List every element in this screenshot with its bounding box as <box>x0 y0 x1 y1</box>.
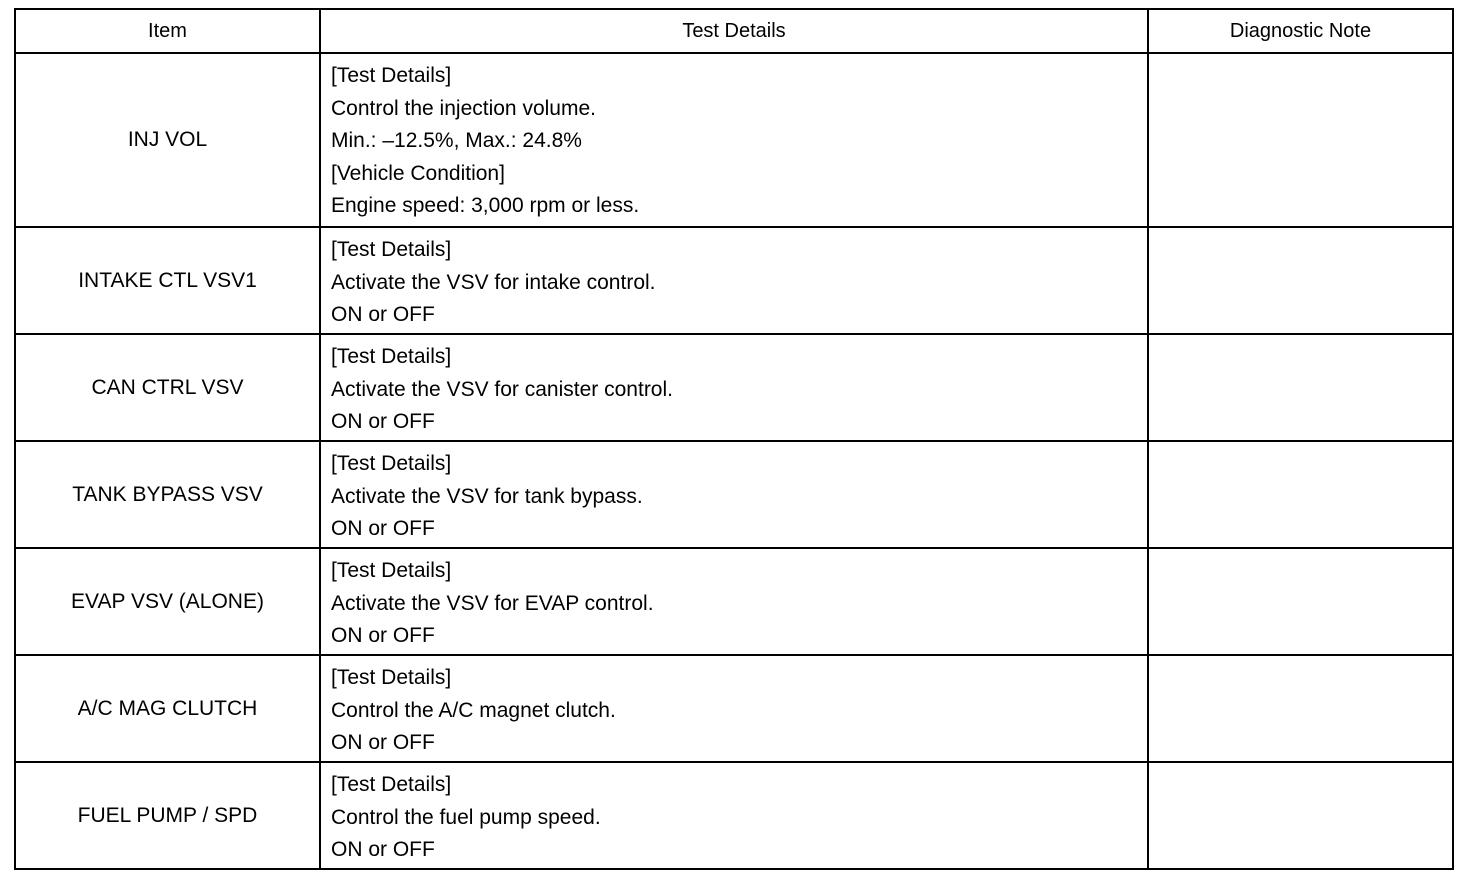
test-details-cell <box>320 548 1148 655</box>
diagnostic-note-cell <box>1148 762 1453 869</box>
diagnostic-note-cell <box>1148 53 1453 227</box>
table-header <box>15 9 1453 53</box>
details-line: Activate the VSV for intake control. <box>331 270 656 294</box>
details-line: Activate the VSV for EVAP control. <box>331 591 654 615</box>
details-line: ON or OFF <box>331 517 435 540</box>
table-row <box>15 334 1453 441</box>
diagnostic-note-cell <box>1148 227 1453 334</box>
item-cell: EVAP VSV (ALONE) <box>15 548 320 655</box>
table-row <box>15 762 1453 869</box>
diagnostic-note-cell <box>1148 441 1453 548</box>
header-row <box>15 9 1453 53</box>
item-cell: CAN CTRL VSV <box>15 334 320 441</box>
test-details-cell <box>320 227 1148 334</box>
diagnostic-note-cell <box>1148 334 1453 441</box>
diagnostic-note-cell <box>1148 655 1453 762</box>
details-line: Control the injection volume. <box>331 96 596 120</box>
details-line: [Test Details] <box>331 559 452 582</box>
details-line: [Test Details] <box>331 773 452 796</box>
details-line: [Test Details] <box>331 345 452 368</box>
table-body <box>15 53 1453 869</box>
details-line: ON or OFF <box>331 303 435 326</box>
header-item: Item <box>15 9 320 53</box>
table-row <box>15 227 1453 334</box>
test-details-cell <box>320 53 1148 227</box>
test-details-cell <box>320 334 1148 441</box>
item-cell: INJ VOL <box>15 53 320 227</box>
table-row <box>15 53 1453 227</box>
details-line: [Test Details] <box>331 666 452 689</box>
item-cell: A/C MAG CLUTCH <box>15 655 320 762</box>
details-line: Activate the VSV for canister control. <box>331 377 673 401</box>
item-cell: INTAKE CTL VSV1 <box>15 227 320 334</box>
details-line: [Test Details] <box>331 238 452 261</box>
test-details-cell <box>320 441 1148 548</box>
active-test-table <box>14 8 1454 870</box>
details-line: ON or OFF <box>331 410 435 433</box>
table-row <box>15 655 1453 762</box>
details-line: [Vehicle Condition] <box>331 161 505 185</box>
test-details-cell <box>320 762 1148 869</box>
details-line: Activate the VSV for tank bypass. <box>331 484 643 508</box>
table-row <box>15 441 1453 548</box>
details-line: Control the A/C magnet clutch. <box>331 698 616 722</box>
header-diagnostic-note: Diagnostic Note <box>1148 9 1453 53</box>
details-line: ON or OFF <box>331 624 435 647</box>
details-line: Engine speed: 3,000 rpm or less. <box>331 194 640 217</box>
details-line: [Test Details] <box>331 452 452 475</box>
details-line: [Test Details] <box>331 64 452 87</box>
header-test-details: Test Details <box>320 9 1148 53</box>
item-cell: FUEL PUMP / SPD <box>15 762 320 869</box>
diagnostic-note-cell <box>1148 548 1453 655</box>
details-line: Control the fuel pump speed. <box>331 805 601 829</box>
details-line: ON or OFF <box>331 731 435 754</box>
item-cell: TANK BYPASS VSV <box>15 441 320 548</box>
test-details-cell <box>320 655 1148 762</box>
table-row <box>15 548 1453 655</box>
details-line: ON or OFF <box>331 838 435 861</box>
details-line: Min.: –12.5%, Max.: 24.8% <box>331 129 582 152</box>
